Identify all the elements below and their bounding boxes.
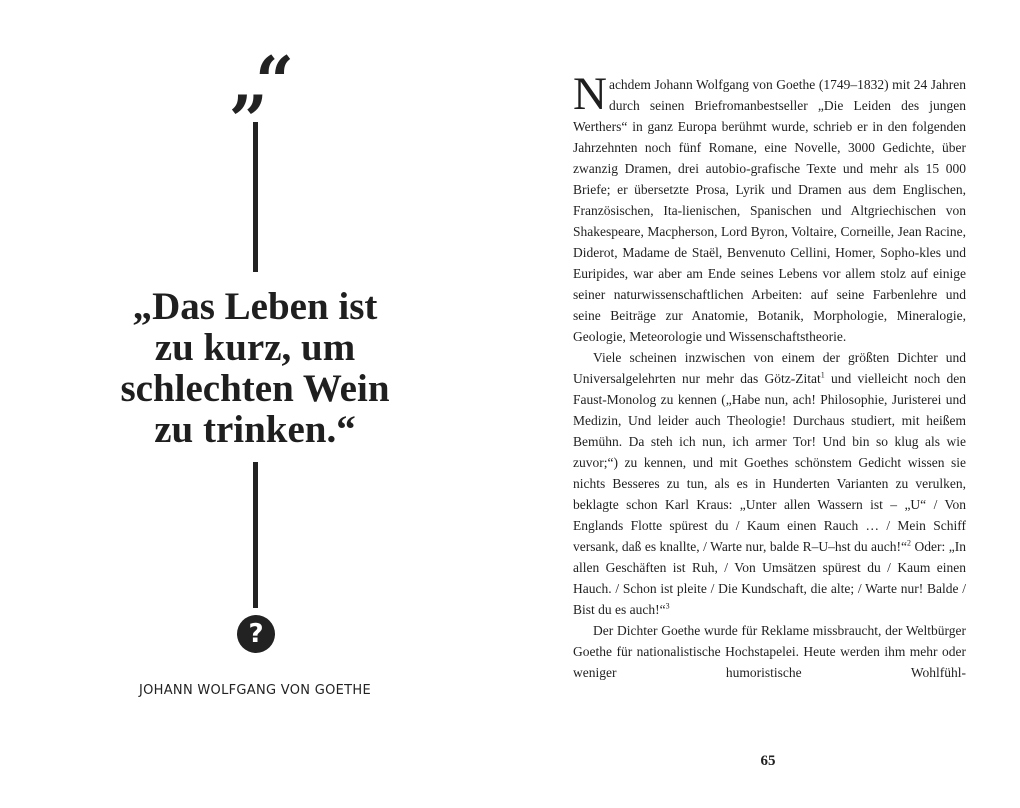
footnote-ref: 2 — [907, 538, 912, 548]
quotation-mark-icon: „“ — [229, 42, 281, 122]
para1-line: Diderot, Madame de Staël, Benvenuto Cellini, Homer, Sopho- — [573, 245, 920, 260]
footnote-ref: 3 — [665, 601, 670, 611]
question-mark-icon: ? — [237, 615, 275, 653]
para1-line: er in den folgenden Jahrzehnten noch fünf Romane, eine — [573, 119, 966, 155]
paragraph-3: Der Dichter Goethe wurde für Reklame missbraucht, der Weltbürger Goethe für nationalistische Hochstapelei. Heute werden ihm mehr oder weniger humoristische Wohlfühl- — [573, 623, 966, 680]
para2-text: und vielleicht noch den Faust-Monolog zu kennen („Habe nun, ach! Philosophie, Juristerei und Medizin, Und leider auch Theologie! Durchaus studiert, mit heißem Bemühn. Da steh ich nun, ich armer Tor! Und bin so klug als wie zuvor;“) zu kennen, und mit Goethes schönstem Gedicht wissen sie nichts Besseres zu tun, als es in Hunderten Varianten zu verulken, beklagte schon Karl Kraus: „Unter allen Wassern ist – „U“ / Von Englands Flotte spürest du / Kaum einen Rauch … / Mein Schiff versank, daß es knallte, / Warte nur, balde R–U–hst du auch!“ — [573, 371, 967, 554]
para1-line: Novelle, 3000 Gedichte, über zwanzig Dramen, drei autobio- — [573, 140, 966, 176]
para1-line: Wissenschaftstheorie. — [728, 329, 847, 344]
paragraph-2 — [573, 347, 966, 620]
para1-line: seine Farbenlehre und seine Beiträge zur Anatomie, Botanik, — [573, 287, 967, 323]
quote-line: „Das Leben ist — [132, 285, 378, 328]
para1-line: Morphologie, Mineralogie, Geologie, Meteorologie und — [573, 308, 966, 344]
para2-text: Oder: „In allen Geschäften ist Ruh, / Von Umsätzen spürest du / Kaum einen Hauch. / Schon ist pleite / Die Kundschaft, die alte; / Warte nur! Balde / Bist du es auch!“ — [573, 539, 966, 617]
divider-top — [253, 122, 258, 272]
para1-line: 24 Jahren durch seinen Briefromanbestseller „Die Leiden — [608, 77, 967, 113]
quote-author: JOHANN WOLFGANG VON GOETHE — [138, 683, 372, 698]
para1-line: Macpherson, Lord Byron, Voltaire, Corneille, Jean Racine, — [647, 224, 966, 239]
para1-line: grafische Texte und mehr als 15 000 Briefe; er übersetzte Prosa, — [573, 161, 966, 197]
right-page-body — [573, 68, 967, 683]
para2-text: Viele scheinen inzwischen von einem der größten Dichter und Universalgelehrten nur mehr das Götz-Zitat — [573, 350, 966, 386]
para1-line: stolz auf einige seiner naturwissenschaftlichen Arbeiten: auf — [573, 266, 966, 302]
paragraph-1 — [573, 68, 967, 347]
para1-line: des jungen Werthers“ in ganz Europa berühmt wurde, schrieb — [573, 98, 966, 134]
divider-bottom — [253, 462, 258, 608]
quote-line: zu kurz, um — [154, 326, 356, 369]
featured-quote — [60, 286, 450, 450]
para1-line: achdem Johann Wolfgang von Goethe (1749–1832) mit — [608, 77, 911, 92]
quote-line: zu trinken.“ — [154, 408, 356, 451]
para1-line: kles und Euripides, war aber am Ende seines Lebens vor allem — [573, 245, 966, 281]
para1-line: lienischen, Spanischen und Altgriechischen von Shakespeare, — [573, 203, 966, 239]
quote-line: schlechten Wein — [120, 367, 390, 410]
page-number: 65 — [760, 753, 776, 769]
drop-cap: N — [573, 68, 607, 120]
para1-line: Lyrik und Dramen aus dem Englischen, Französischen, Ita- — [573, 182, 967, 218]
footnote-ref: 1 — [820, 370, 825, 380]
